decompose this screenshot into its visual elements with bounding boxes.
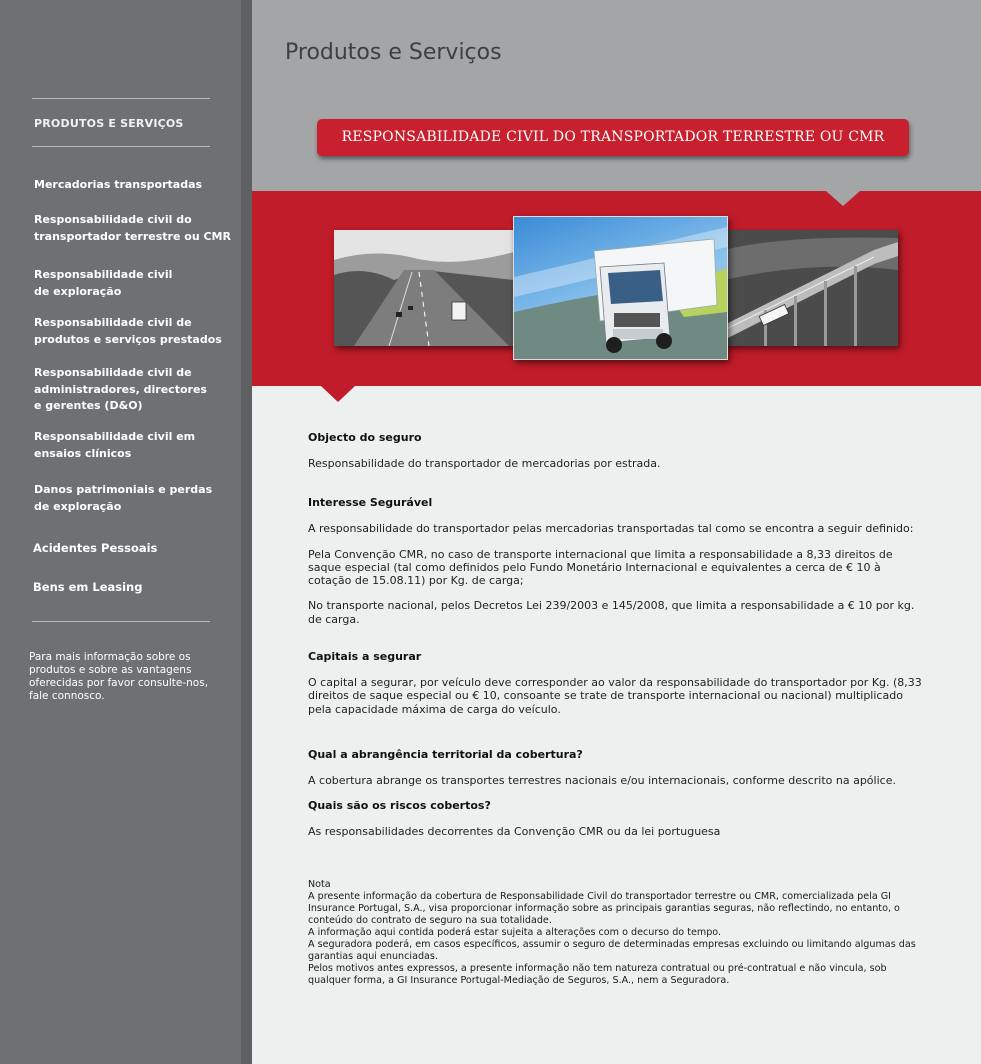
page-title: Produtos e Serviços [285, 40, 502, 65]
section-title-capitais: Capitais a segurar [308, 650, 422, 664]
legal-note-text: A informação aqui contida poderá estar sujeita a alterações com o decurso do tempo. [308, 926, 722, 938]
legal-note-text: Pelos motivos antes expressos, a presente informação não tem natureza contratual ou pré-contratual e não vincula, sob qualquer forma, a GI Insurance Portugal-Mediação de Seguros, S.A., nem a Seguradora. [308, 962, 887, 986]
sidebar-item-leasing[interactable]: Bens em Leasing [33, 580, 143, 594]
section-title-riscos: Quais são os riscos cobertos? [308, 799, 491, 813]
sidebar [0, 0, 241, 1064]
product-title-banner: RESPONSABILIDADE CIVIL DO TRANSPORTADOR TERRESTRE OU CMR [317, 119, 909, 156]
section-text-objecto: Responsabilidade do transportador de mercadorias por estrada. [308, 457, 661, 470]
sidebar-item-danos[interactable]: Danos patrimoniais e perdas de exploração [34, 483, 213, 513]
section-text-nacional: No transporte nacional, pelos Decretos Lei 239/2003 e 145/2008, que limita a responsabilidade a € 10 por kg. de carga. [308, 599, 915, 626]
bridge-photo [724, 230, 898, 346]
divider [32, 146, 210, 147]
truck-photo [513, 216, 728, 360]
sidebar-item-ensaios[interactable]: Responsabilidade civil em ensaios clínicos [34, 430, 196, 460]
sidebar-contact-note: Para mais informação sobre os produtos e sobre as vantagens oferecidas por favor consulte-nos, fale connosco. [29, 651, 209, 702]
sidebar-stripe [241, 0, 252, 1064]
sidebar-item-exploracao[interactable]: Responsabilidade civil de exploração [34, 268, 173, 298]
divider [32, 98, 210, 99]
header-area [252, 0, 981, 191]
legal-note-title: Nota [308, 878, 331, 890]
section-text-capitais: O capital a segurar, por veículo deve corresponder ao valor da responsabilidade do transportador por Kg. (8,33 direitos de saque especial ou € 10, consoante se trate de transporte internacional ou nacional) multiplicado pela capacidade máxima de carga do veículo. [308, 676, 922, 716]
section-title-interesse: Interesse Segurável [308, 496, 433, 510]
sidebar-item-mercadorias[interactable]: Mercadorias transportadas [34, 178, 203, 191]
section-text-cmr: Pela Convenção CMR, no caso de transporte internacional que limita a responsabilidade a 8,33 direitos de saque especial (tal como definidos pelo Fundo Monetário Internacional e equivalentes a cerca de € 10 à cotação de 15.08.11) por Kg. de carga; [308, 547, 893, 588]
notch-arrow [321, 386, 355, 402]
section-title-abrangencia: Qual a abrangência territorial da cobertura? [308, 747, 583, 761]
sidebar-item-produtos[interactable]: Responsabilidade civil de produtos e serviços prestados [34, 316, 222, 346]
legal-note-text: A seguradora poderá, em casos específicos, assumir o seguro de determinadas empresas excluindo ou limitando algumas das garantias aqui enunciadas. [308, 938, 916, 962]
sidebar-item-acidentes[interactable]: Acidentes Pessoais [33, 541, 158, 555]
divider [32, 621, 210, 622]
legal-note [308, 879, 924, 987]
highway-photo [334, 230, 514, 346]
section-text-interesse: A responsabilidade do transportador pelas mercadorias transportadas tal como se encontra a seguir definido: [308, 522, 914, 536]
sidebar-heading: PRODUTOS E SERVIÇOS [34, 117, 184, 130]
notch-arrow [826, 191, 860, 206]
section-text-riscos: As responsabilidades decorrentes da Convenção CMR ou da lei portuguesa [308, 825, 721, 839]
legal-note-text: A presente informação da cobertura de Responsabilidade Civil do transportador terrestre ou CMR, comercializada pela GI Insurance Portugal, S.A., visa proporcionar informação sobre as principais garantias seguras, não reflectindo, no entanto, o conteúdo do contrato de seguro na sua totalidade. [308, 890, 900, 926]
section-title-objecto: Objecto do seguro [308, 431, 422, 444]
product-details [308, 431, 924, 987]
section-text-abrangencia: A cobertura abrange os transportes terrestres nacionais e/ou internacionais, conforme descrito na apólice. [308, 773, 896, 787]
sidebar-item-do[interactable]: Responsabilidade civil de administradores, directores e gerentes (D&O) [34, 366, 207, 412]
sidebar-item-cmr[interactable]: Responsabilidade civil do transportador terrestre ou CMR [34, 213, 231, 243]
